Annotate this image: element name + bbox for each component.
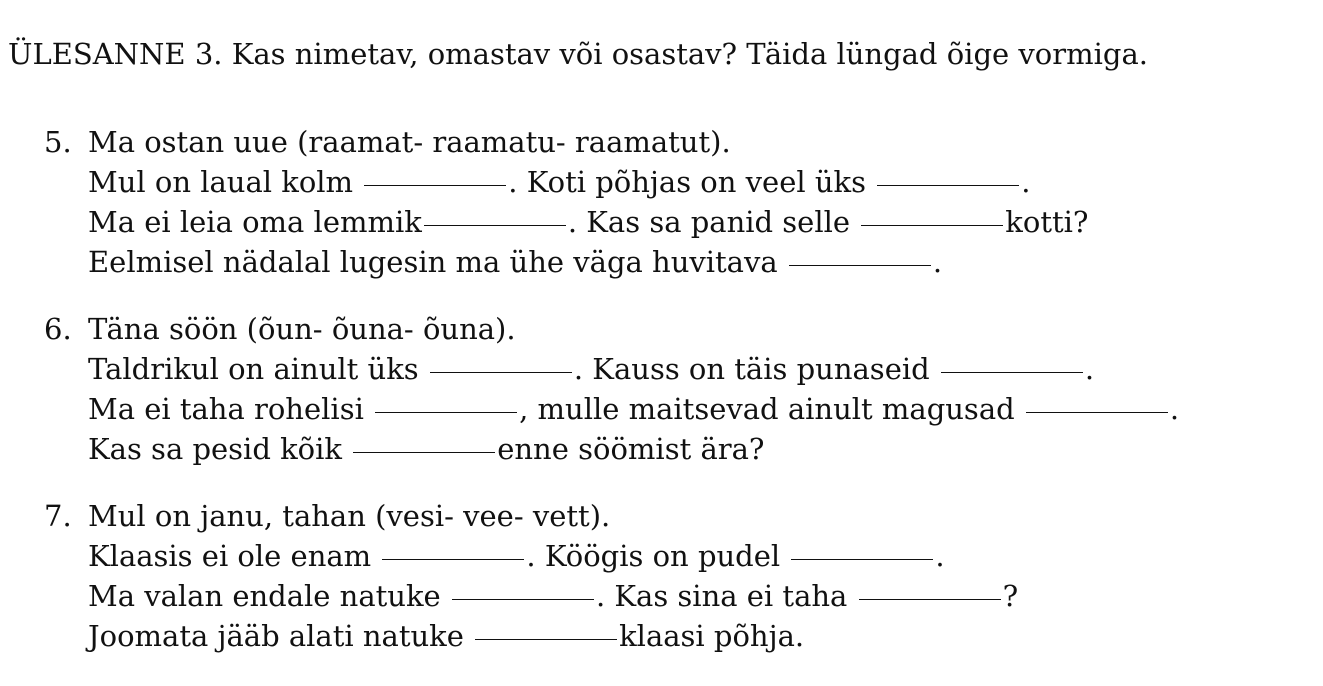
sentence-text: . Kas sa panid selle	[567, 205, 860, 239]
sentence-line	[88, 202, 1088, 242]
sentence-line	[88, 616, 804, 656]
sentence-text: . Koti põhjas on veel üks	[508, 165, 876, 199]
answer-blank[interactable]	[475, 638, 617, 640]
sentence-line	[88, 162, 1030, 202]
sentence-text: enne söömist ära?	[497, 432, 765, 466]
answer-blank[interactable]	[382, 558, 524, 560]
sentence-text: Kas sa pesid kõik	[88, 432, 352, 466]
sentence-text: Klaasis ei ole enam	[88, 539, 381, 573]
item-number: 5.	[44, 125, 72, 159]
answer-blank[interactable]	[375, 411, 517, 413]
sentence-text: . Kauss on täis punaseid	[573, 352, 939, 386]
sentence-text: .	[935, 539, 945, 573]
sentence-text: kotti?	[1005, 205, 1089, 239]
sentence-text: .	[1021, 165, 1031, 199]
answer-blank[interactable]	[424, 224, 566, 226]
item-number: 6.	[44, 312, 72, 346]
answer-blank[interactable]	[364, 184, 506, 186]
sentence-text: .	[932, 245, 943, 279]
sentence-text: ?	[1002, 579, 1019, 613]
answer-blank[interactable]	[941, 371, 1083, 373]
answer-blank[interactable]	[791, 558, 933, 560]
sentence-line	[88, 576, 1018, 616]
answer-blank[interactable]	[859, 598, 1001, 600]
item-prompt: Ma ostan uue (raamat- raamatu- raamatut).	[88, 125, 731, 159]
item-number: 7.	[44, 499, 72, 533]
item-prompt: Mul on janu, tahan (vesi- vee- vett).	[88, 499, 611, 533]
sentence-text: Ma valan endale natuke	[88, 579, 450, 613]
sentence-line	[88, 349, 1094, 389]
answer-blank[interactable]	[877, 184, 1019, 186]
sentence-line	[88, 389, 1179, 429]
sentence-text: .	[1084, 352, 1095, 386]
sentence-line	[88, 536, 945, 576]
sentence-text: .	[1169, 392, 1180, 426]
sentence-text: Taldrikul on ainult üks	[88, 352, 428, 386]
answer-blank[interactable]	[353, 451, 495, 453]
sentence-text: . Kas sina ei taha	[595, 579, 857, 613]
sentence-text: . Köögis on pudel	[526, 539, 790, 573]
answer-blank[interactable]	[452, 598, 594, 600]
answer-blank[interactable]	[1026, 411, 1168, 413]
sentence-text: , mulle maitsevad ainult magusad	[519, 392, 1024, 426]
sentence-text: Ma ei taha rohelisi	[88, 392, 374, 426]
item-prompt: Täna söön (õun- õuna- õuna).	[88, 312, 516, 346]
sentence-line	[88, 242, 942, 282]
sentence-text: klaasi põhja.	[619, 619, 805, 653]
exercise-heading: ÜLESANNE 3. Kas nimetav, omastav või osastav? Täida lüngad õige vormiga.	[8, 37, 1148, 71]
sentence-text: Eelmisel nädalal lugesin ma ühe väga huvitava	[88, 245, 787, 279]
answer-blank[interactable]	[430, 371, 572, 373]
sentence-text: Joomata jääb alati natuke	[88, 619, 474, 653]
sentence-text: Mul on laual kolm	[88, 165, 363, 199]
sentence-line	[88, 429, 764, 469]
answer-blank[interactable]	[789, 264, 931, 266]
sentence-text: Ma ei leia oma lemmik	[88, 205, 422, 239]
answer-blank[interactable]	[861, 224, 1003, 226]
